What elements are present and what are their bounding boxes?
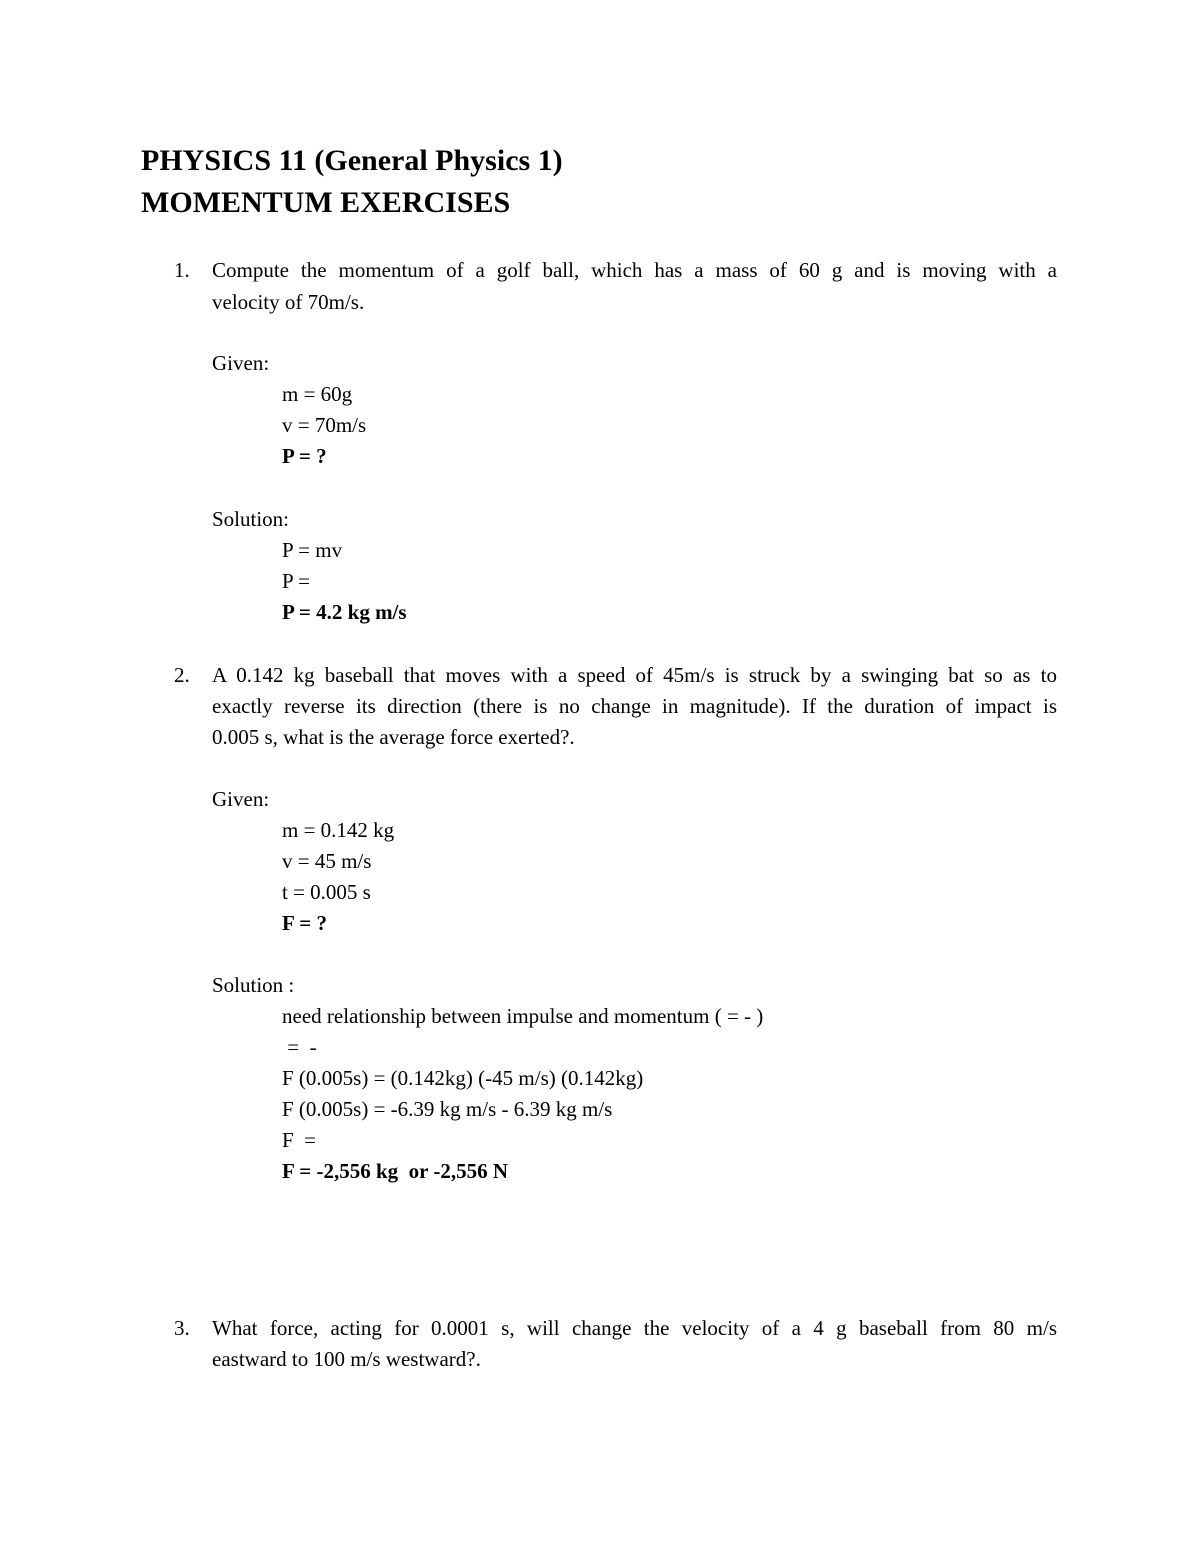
question-1-solution-substitution: P =	[282, 569, 310, 593]
question-1-given-unknown: P = ?	[282, 444, 327, 468]
question-2-solution-step-2: = -	[282, 1035, 317, 1059]
question-1-text-line-2: velocity of 70m/s.	[212, 290, 365, 314]
question-2-text-line-1: A 0.142 kg baseball that moves with a speed of 45m/s is struck by a swinging bat so as to	[212, 663, 1057, 687]
question-3-text-line-2: eastward to 100 m/s westward?.	[212, 1347, 481, 1371]
question-2-solution-step-4: F (0.005s) = -6.39 kg m/s - 6.39 kg m/s	[282, 1097, 613, 1121]
question-2-given-label: Given:	[212, 787, 270, 811]
question-2-number: 2.	[174, 663, 190, 687]
question-3-number: 3.	[174, 1316, 190, 1340]
question-2-solution-step-5: F =	[282, 1128, 317, 1152]
document-subtitle: MOMENTUM EXERCISES	[141, 186, 511, 219]
question-3-text-line-1: What force, acting for 0.0001 s, will change the velocity of a 4 g baseball from 80 m/s	[212, 1316, 1057, 1340]
question-1-given-mass: m = 60g	[282, 382, 353, 406]
question-1-text-line-1: Compute the momentum of a golf ball, which has a mass of 60 g and is moving with a	[212, 258, 1057, 282]
question-2-solution-step-3: F (0.005s) = (0.142kg) (-45 m/s) (0.142kg)	[282, 1066, 644, 1090]
question-2-solution-answer: F = -2,556 kg or -2,556 N	[282, 1159, 509, 1183]
question-1-solution-answer: P = 4.2 kg m/s	[282, 600, 407, 624]
question-1-solution-label: Solution:	[212, 507, 290, 531]
question-2-solution-label: Solution :	[212, 973, 295, 997]
question-2-given-unknown: F = ?	[282, 911, 328, 935]
question-2-given-mass: m = 0.142 kg	[282, 818, 395, 842]
question-1-number: 1.	[174, 258, 190, 282]
document-title: PHYSICS 11 (General Physics 1)	[141, 144, 563, 177]
question-2-given-time: t = 0.005 s	[282, 880, 371, 904]
question-1-solution-formula: P = mv	[282, 538, 343, 562]
question-1-given-label: Given:	[212, 351, 270, 375]
question-2-solution-step-1: need relationship between impulse and momentum ( = - )	[282, 1004, 764, 1028]
question-2-text-line-2: exactly reverse its direction (there is no change in magnitude). If the duration of impact is	[212, 694, 1057, 718]
question-1-given-velocity: v = 70m/s	[282, 413, 367, 437]
question-2-given-velocity: v = 45 m/s	[282, 849, 372, 873]
question-2-text-line-3: 0.005 s, what is the average force exerted?.	[212, 725, 575, 749]
